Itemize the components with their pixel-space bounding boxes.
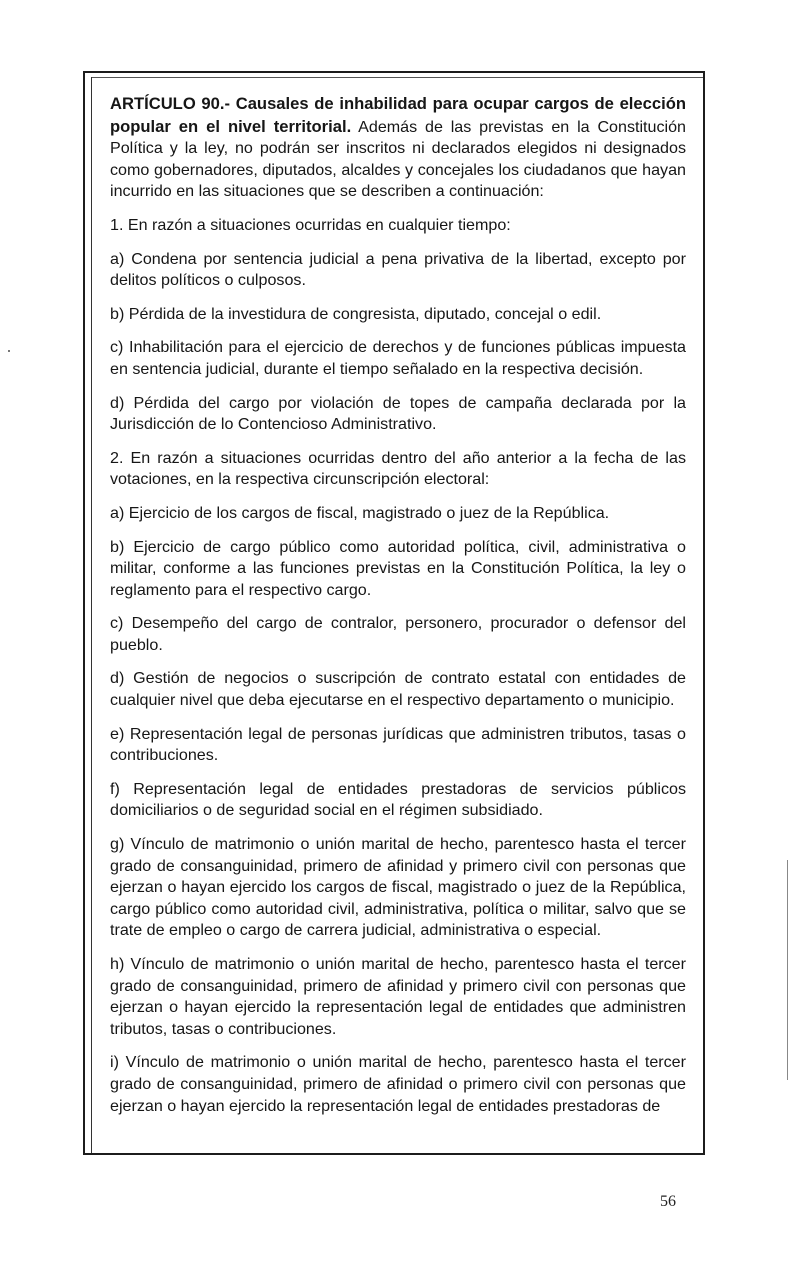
bottom-rule xyxy=(83,1153,705,1155)
inner-left-rule xyxy=(91,77,92,1153)
document-frame xyxy=(83,71,705,1155)
article-heading-paragraph xyxy=(110,93,686,203)
numeral-2: 2. En razón a situaciones ocurridas dentro del año anterior a la fecha de las votaciones, en la respectiva circunscripción electoral: xyxy=(110,448,686,489)
numeral-1-item-c: c) Inhabilitación para el ejercicio de derechos y de funciones públicas impuesta en sentencia judicial, durante el tiempo señalado en la respectiva decisión. xyxy=(110,338,686,378)
numeral-2-item-g: g) Vínculo de matrimonio o unión marital de hecho, parentesco hasta el tercer grado de consanguinidad, primero de afinidad y primero civil con personas que ejerzan o hayan ejercido los cargos de fiscal, magistrado o juez de la República, cargo público como autoridad civil, administrativa, política o militar, salvo que se trate de empleo o cargo de carrera judicial, administrativa o especial. xyxy=(110,835,686,940)
numeral-1-item-a: a) Condena por sentencia judicial a pena privativa de la libertad, excepto por delitos políticos o culposos. xyxy=(110,249,686,290)
article-body xyxy=(110,93,686,1129)
numeral-2-item-i: i) Vínculo de matrimonio o unión marital de hecho, parentesco hasta el tercer grado de consanguinidad, primero de afinidad o primero civil con personas que ejerzan o hayan ejercido la representación legal de entidades prestadoras de xyxy=(110,1053,686,1115)
numeral-2-item-f: f) Representación legal de entidades prestadoras de servicios públicos domiciliarios o de seguridad social en el régimen subsidiado. xyxy=(110,779,686,820)
numeral-2-item-b: b) Ejercicio de cargo público como autoridad política, civil, administrativa o militar, conforme a las funciones previstas en la Constitución Política, la ley o reglamento para el respectivo cargo. xyxy=(110,537,686,599)
numeral-2-item-a: a) Ejercicio de los cargos de fiscal, magistrado o juez de la República. xyxy=(110,503,610,522)
page-number: 56 xyxy=(660,1193,676,1210)
numeral-2-item-e: e) Representación legal de personas jurídicas que administren tributos, tasas o contribuciones. xyxy=(110,724,686,765)
inner-top-rule xyxy=(91,77,703,78)
scan-edge-line xyxy=(787,860,788,1080)
scan-speck xyxy=(8,350,10,352)
numeral-1: 1. En razón a situaciones ocurridas en cualquier tiempo: xyxy=(110,215,511,234)
article-title: ARTÍCULO 90.- Causales de inhabilidad para ocupar cargos de elección popular en el nivel territorial. xyxy=(110,94,686,136)
numeral-2-item-d: d) Gestión de negocios o suscripción de contrato estatal con entidades de cualquier nivel que deba ejecutarse en el respectivo departamento o municipio. xyxy=(110,669,686,710)
numeral-2-item-h: h) Vínculo de matrimonio o unión marital de hecho, parentesco hasta el tercer grado de consanguinidad, primero de afinidad y primero civil con personas que ejerzan o hayan ejercido la representación legal de entidades que administren tributos, tasas o contribuciones. xyxy=(110,955,686,1038)
numeral-1-item-b: b) Pérdida de la investidura de congresista, diputado, concejal o edil. xyxy=(110,304,602,323)
numeral-1-item-d: d) Pérdida del cargo por violación de topes de campaña declarada por la Jurisdicción de lo Contencioso Administrativo. xyxy=(110,393,686,434)
article-intro: Además de las previstas en la Constitución Política y la ley, no podrán ser inscritos ni declarados elegidos ni designados como gobernadores, diputados, alcaldes y concejales los ciudadanos que hayan incurrido en las situaciones que se describen a continuación: xyxy=(110,117,687,201)
numeral-2-item-c: c) Desempeño del cargo de contralor, personero, procurador o defensor del pueblo. xyxy=(110,614,686,654)
